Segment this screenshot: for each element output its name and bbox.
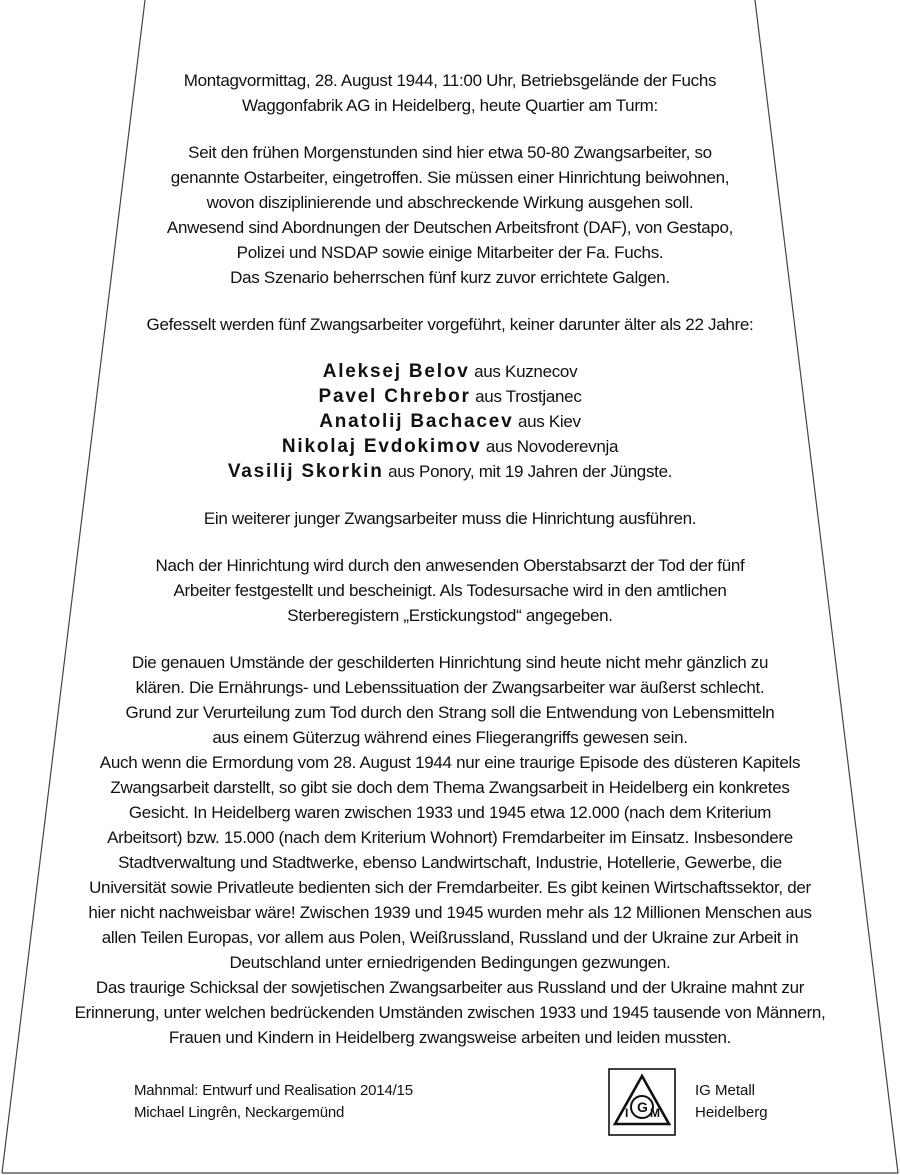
para1-line: genannte Ostarbeiter, eingetroffen. Sie müssen einer Hinrichtung beiwohnen,: [170, 168, 730, 187]
victim-name: Anatolij Bachacev: [319, 411, 514, 432]
para2-line: Gefesselt werden fünf Zwangsarbeiter vorgeführt, keiner darunter älter als 22 Jahre:: [146, 315, 754, 334]
victim-entry: [60, 359, 840, 384]
victim-name: Pavel Chrebor: [318, 386, 471, 407]
victim-name: Aleksej Belov: [322, 361, 470, 382]
victim-entry: [60, 409, 840, 434]
para5-line: Gesicht. In Heidelberg waren zwischen 1933 und 1945 etwa 12.000 (nach dem Kriterium: [128, 803, 772, 822]
para1-line: Das Szenario beherrschen fünf kurz zuvor errichtete Galgen.: [230, 268, 670, 287]
victim-origin: aus Ponory, mit 19 Jahren der Jüngste.: [388, 462, 673, 481]
para5-line: Grund zur Verurteilung zum Tod durch den Strang soll die Entwendung von Lebensmitteln: [125, 703, 775, 722]
victim-entry: [60, 434, 840, 459]
victim-name: Vasilij Skorkin: [227, 461, 384, 482]
para5-line: Arbeitsort) bzw. 15.000 (nach dem Kriterium Wohnort) Fremdarbeiter im Einsatz. Insbesondere: [107, 828, 793, 847]
para5-line: Frauen und Kindern in Heidelberg zwangsweise arbeiten und leiden mussten.: [168, 1028, 732, 1047]
para4-line: Sterberegistern „Erstickungstod“ angegeben.: [287, 606, 613, 625]
para5-line: Erinnerung, unter welchen bedrückenden Umständen zwischen 1933 und 1945 tausende von Männern,: [74, 1003, 826, 1022]
memorial-text: [60, 68, 840, 1050]
org-line: IG Metall: [695, 1082, 756, 1099]
para5-line: Das traurige Schicksal der sowjetischen Zwangsarbeiter aus Russland und der Ukraine mahnt zur: [95, 978, 805, 997]
para1-line: wovon disziplinierende und abschreckende Wirkung ausgehen soll.: [206, 193, 694, 212]
para1-line: Anwesend sind Abordnungen der Deutschen Arbeitsfront (DAF), von Gestapo,: [166, 218, 734, 237]
organization: [695, 1080, 768, 1124]
victim-origin: aus Novoderevnja: [485, 437, 619, 456]
ig-metall-logo-icon: [608, 1068, 676, 1136]
para1-line: Polizei und NSDAP sowie einige Mitarbeiter der Fa. Fuchs.: [236, 243, 664, 262]
victim-entry: [60, 459, 840, 484]
logo-letter-m: M: [650, 1106, 660, 1120]
para5-line: Deutschland unter erniedrigenden Bedingungen gezwungen.: [229, 953, 671, 972]
victim-name: Nikolaj Evdokimov: [281, 436, 482, 457]
intro-line: Waggonfabrik AG in Heidelberg, heute Quartier am Turm:: [242, 96, 658, 115]
para5-line: klären. Die Ernährungs- und Lebenssituation der Zwangsarbeiter war äußerst schlecht.: [135, 678, 765, 697]
para5-line: Stadtverwaltung und Stadtwerke, ebenso Landwirtschaft, Industrie, Hotellerie, Gewerbe, die: [118, 853, 782, 872]
victim-origin: aus Kuznecov: [474, 362, 578, 381]
victim-origin: aus Trostjanec: [475, 387, 582, 406]
para5-line: Die genauen Umstände der geschilderten Hinrichtung sind heute nicht mehr gänzlich zu: [131, 653, 769, 672]
logo-letter-g: G: [637, 1099, 648, 1115]
victims-list: [60, 359, 840, 484]
logo-letter-i: I: [625, 1106, 629, 1120]
credit-line: Mahnmal: Entwurf und Realisation 2014/15: [134, 1082, 413, 1099]
para5-line: Zwangsarbeit darstellt, so gibt sie doch dem Thema Zwangsarbeit in Heidelberg ein konkretes: [110, 778, 790, 797]
para5-line: hier nicht nachweisbar wäre! Zwischen 1939 und 1945 wurden mehr als 12 Millionen Menschen aus: [88, 903, 812, 922]
para5-line: aus einem Güterzug während eines Fliegerangriffs gewesen sein.: [212, 728, 688, 747]
para5-line: allen Teilen Europas, vor allem aus Polen, Weißrussland, Russland und der Ukraine zur Arbeit in: [101, 928, 799, 947]
para4-line: Arbeiter festgestellt und bescheinigt. Als Todesursache wird in den amtlichen: [173, 581, 727, 600]
para5-line: Universität sowie Privatleute bedienten sich der Fremdarbeiter. Es gibt keinen Wirtschaftssektor, der: [89, 878, 811, 897]
victim-origin: aus Kiev: [517, 412, 581, 431]
org-line: Heidelberg: [695, 1104, 768, 1121]
design-credit: [134, 1080, 413, 1124]
intro-line: Montagvormittag, 28. August 1944, 11:00 Uhr, Betriebsgelände der Fuchs: [183, 71, 717, 90]
para5-line: Auch wenn die Ermordung vom 28. August 1944 nur eine traurige Episode des düsteren Kapitels: [99, 753, 801, 772]
victim-entry: [60, 384, 840, 409]
para4-line: Nach der Hinrichtung wird durch den anwesenden Oberstabsarzt der Tod der fünf: [155, 556, 745, 575]
para1-line: Seit den frühen Morgenstunden sind hier etwa 50-80 Zwangsarbeiter, so: [188, 143, 712, 162]
credit-line: Michael Lingrên, Neckargemünd: [134, 1104, 345, 1121]
para3-line: Ein weiterer junger Zwangsarbeiter muss die Hinrichtung ausführen.: [203, 509, 697, 528]
